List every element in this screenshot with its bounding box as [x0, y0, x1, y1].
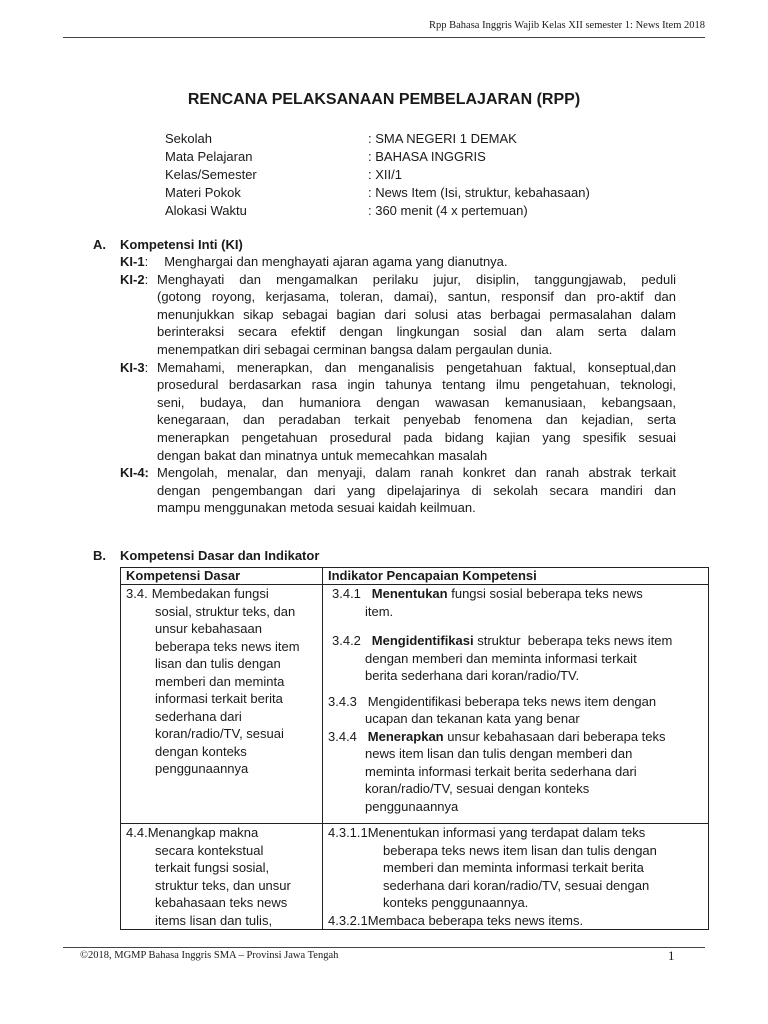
- kd-text: Menangkap makna: [147, 825, 259, 840]
- kd-line: informasi terkait berita: [155, 691, 283, 706]
- kd-number: 3.4.: [126, 586, 148, 601]
- indicator-number: 3.4.2: [332, 633, 361, 648]
- section-title: Kompetensi Inti (KI): [120, 237, 243, 252]
- page-number: 1: [668, 948, 675, 963]
- indicator-line: memberi dan meminta informasi terkait berita: [383, 860, 644, 875]
- info-row: [165, 166, 590, 184]
- ki-line: prosedural berdasarkan rasa ingin tahunya tentang ilmu pengetahuan, teknologi,: [157, 377, 676, 393]
- info-label: Materi Pokok: [165, 185, 241, 200]
- kd-line: [126, 824, 317, 842]
- indicator-line: [328, 912, 703, 930]
- section-number: A.: [93, 237, 106, 252]
- ki-label: [120, 359, 157, 465]
- indicator-line: [328, 728, 703, 746]
- kd-line: memberi dan meminta: [155, 673, 285, 689]
- indicator-line: item.: [365, 603, 394, 619]
- ki-text: [157, 271, 676, 359]
- indicator-item: [328, 824, 703, 912]
- ki-label: [120, 271, 157, 359]
- footer-divider: [63, 947, 705, 948]
- ki-sep: :: [144, 359, 149, 375]
- table-header-row: [121, 568, 709, 585]
- indicator-text: unsur kebahasaan dari beberapa teks: [443, 728, 666, 744]
- ki-item: [120, 253, 676, 271]
- kd-cell: [121, 585, 323, 824]
- info-value: : BAHASA INGGRIS: [368, 149, 486, 164]
- kd-line: beberapa teks news item: [155, 638, 300, 654]
- ki-line: menunjukkan sikap sebagai bagian dari solusi atas berbagai permasalahan dalam: [157, 306, 676, 322]
- info-value: : 360 menit (4 x pertemuan): [368, 203, 528, 218]
- indicator-line: koran/radio/TV, sesuai dengan konteks: [365, 781, 590, 796]
- section-a-heading: [93, 237, 243, 252]
- indicator-line: sederhana dari koran/radio/TV, sesuai dengan: [383, 877, 650, 893]
- ki-line: Memahami, menerapkan, dan menganalisis pengetahuan faktual, konseptual,dan: [157, 359, 676, 375]
- indicator-line: [328, 824, 703, 842]
- table-row: [121, 585, 709, 824]
- ki-line: menempatkan diri sebagai cerminan bangsa dalam pergaulan dunia.: [157, 341, 553, 357]
- ki-line: berinteraksi secara efektif dengan lingkungan sosial dan alam serta dalam: [157, 324, 676, 340]
- info-row: [165, 202, 590, 220]
- ki-code: KI-2: [120, 271, 145, 287]
- table-row: [121, 824, 709, 930]
- indicator-line: meminta informasi terkait berita sederhana dari: [365, 763, 637, 779]
- kd-line: struktur teks, dan unsur: [155, 877, 291, 893]
- indicator-text: Menentukan informasi yang terdapat dalam teks: [367, 825, 646, 840]
- info-block: [165, 130, 590, 220]
- ki-code: KI-4:: [120, 465, 149, 481]
- ki-line: Menghayati dan mengamalkan perilaku jujur, disiplin, tanggungjawab, peduli: [157, 271, 676, 287]
- indicator-cell: [323, 585, 709, 824]
- footer-text: ©2018, MGMP Bahasa Inggris SMA – Provinsi Jawa Tengah: [80, 950, 339, 961]
- indicator-item: [328, 632, 703, 685]
- ki-sep: :: [144, 254, 149, 269]
- indicator-number: 3.4.3: [328, 693, 357, 709]
- page-title: RENCANA PELAKSANAAN PEMBELAJARAN (RPP): [187, 91, 581, 108]
- info-row: [165, 184, 590, 202]
- ki-line: dengan bakat dan minatnya untuk memecahkan masalah: [157, 447, 488, 463]
- indicator-text: struktur beberapa teks news item: [473, 633, 673, 648]
- kd-line: lisan dan tulis dengan: [155, 656, 281, 671]
- info-row: [165, 130, 590, 148]
- indicator-number: 3.4.4: [328, 728, 357, 744]
- indicator-line: [328, 632, 703, 650]
- kd-number: 4.4.: [126, 825, 148, 840]
- indicator-item: [328, 728, 703, 816]
- ki-item: [120, 464, 676, 517]
- ki-list: [120, 253, 676, 517]
- info-value: : News Item (Isi, struktur, kebahasaan): [368, 185, 590, 200]
- ki-line: menerapkan pengetahuan prosedural pada bidang kajian yang spesifik sesuai: [157, 429, 676, 445]
- ki-item: [120, 271, 676, 359]
- indicator-item: [328, 585, 703, 620]
- ki-text: [157, 253, 676, 271]
- ki-item: [120, 359, 676, 465]
- ki-code: KI-3: [120, 359, 145, 375]
- kd-line: secara kontekstual: [155, 842, 264, 858]
- info-label: Sekolah: [165, 131, 212, 146]
- info-label: Mata Pelajaran: [165, 149, 253, 164]
- indicator-line: news item lisan dan tulis dengan memberi dan: [365, 746, 633, 761]
- running-header: Rpp Bahasa Inggris Wajib Kelas XII semester 1: News Item 2018: [429, 20, 705, 31]
- info-label: Kelas/Semester: [165, 167, 257, 182]
- competency-table: [120, 567, 709, 930]
- ki-line: seni, budaya, dan humaniora dengan wawasan kemanusiaan, kebangsaan,: [157, 394, 676, 410]
- indicator-text: Membaca beberapa teks news items.: [367, 912, 584, 928]
- indicator-line: berita sederhana dari koran/radio/TV.: [365, 668, 580, 683]
- info-value: : SMA NEGERI 1 DEMAK: [368, 131, 517, 146]
- kd-line: sosial, struktur teks, dan: [155, 603, 296, 619]
- ki-label: [120, 253, 157, 271]
- kd-line: koran/radio/TV, sesuai: [155, 726, 284, 741]
- indicator-line: dengan memberi dan meminta informasi terkait: [365, 650, 637, 666]
- section-b-heading: [93, 548, 320, 563]
- info-label: Alokasi Waktu: [165, 203, 247, 218]
- kd-line: terkait fungsi sosial,: [155, 860, 270, 875]
- kd-line: [126, 585, 317, 603]
- kd-line: sederhana dari: [155, 708, 242, 724]
- indicator-verb: Menerapkan: [367, 728, 444, 744]
- kd-line: penggunaannya: [155, 761, 249, 776]
- ki-line: (gotong royong, kerjasama, toleran, damai), santun, responsif dan pro-aktif dan: [157, 289, 676, 305]
- indicator-item: [328, 912, 703, 930]
- ki-code: KI-1: [120, 254, 145, 269]
- indicator-cell: [323, 824, 709, 930]
- ki-sep: :: [144, 271, 149, 287]
- indicator-text: Mengidentifikasi beberapa teks news item dengan: [367, 693, 657, 709]
- kd-line: items lisan dan tulis,: [155, 912, 273, 928]
- section-number: B.: [93, 548, 106, 563]
- indicator-text: fungsi sosial beberapa teks news: [447, 586, 643, 601]
- indicator-line: ucapan dan tekanan kata yang benar: [365, 711, 580, 726]
- ki-label: [120, 464, 157, 517]
- info-row: [165, 148, 590, 166]
- ki-line: kenegaraan, dan peradaban terkait penyebab fenomena dan kejadian, serta: [157, 412, 676, 428]
- indicator-line: konteks penggunaannya.: [383, 895, 529, 910]
- section-title: Kompetensi Dasar dan Indikator: [120, 548, 320, 563]
- ki-text: [157, 464, 676, 517]
- column-header: Kompetensi Dasar: [121, 568, 323, 585]
- indicator-line: [328, 585, 703, 603]
- indicator-verb: Menentukan: [371, 586, 448, 601]
- kd-line: unsur kebahasaan: [155, 621, 262, 636]
- indicator-item: [328, 693, 703, 728]
- kd-cell: [121, 824, 323, 930]
- indicator-number: 3.4.1: [332, 586, 361, 601]
- ki-text: [157, 359, 676, 465]
- ki-line: mampu menggunakan metoda sesuai kaidah keilmuan.: [157, 500, 476, 516]
- indicator-line: beberapa teks news item lisan dan tulis dengan: [383, 842, 657, 858]
- header-divider: [63, 37, 705, 38]
- kd-line: dengan konteks: [155, 743, 247, 759]
- indicator-verb: Mengidentifikasi: [371, 633, 474, 648]
- indicator-line: penggunaannya: [365, 798, 459, 814]
- indicator-number: 4.3.1.1: [328, 825, 368, 840]
- ki-line: Menghargai dan menghayati ajaran agama yang dianutnya.: [157, 254, 508, 269]
- column-header: Indikator Pencapaian Kompetensi: [323, 568, 709, 585]
- kd-text: Membedakan fungsi: [151, 586, 269, 601]
- kd-line: kebahasaan teks news: [155, 895, 288, 910]
- ki-line: dengan pengembangan dari yang dipelajarinya di sekolah secara mandiri dan: [157, 482, 676, 498]
- ki-line: Mengolah, menalar, dan menyaji, dalam ranah konkret dan ranah abstrak terkait: [157, 465, 676, 481]
- info-value: : XII/1: [368, 167, 402, 182]
- indicator-number: 4.3.2.1: [328, 912, 368, 928]
- indicator-line: [328, 693, 703, 711]
